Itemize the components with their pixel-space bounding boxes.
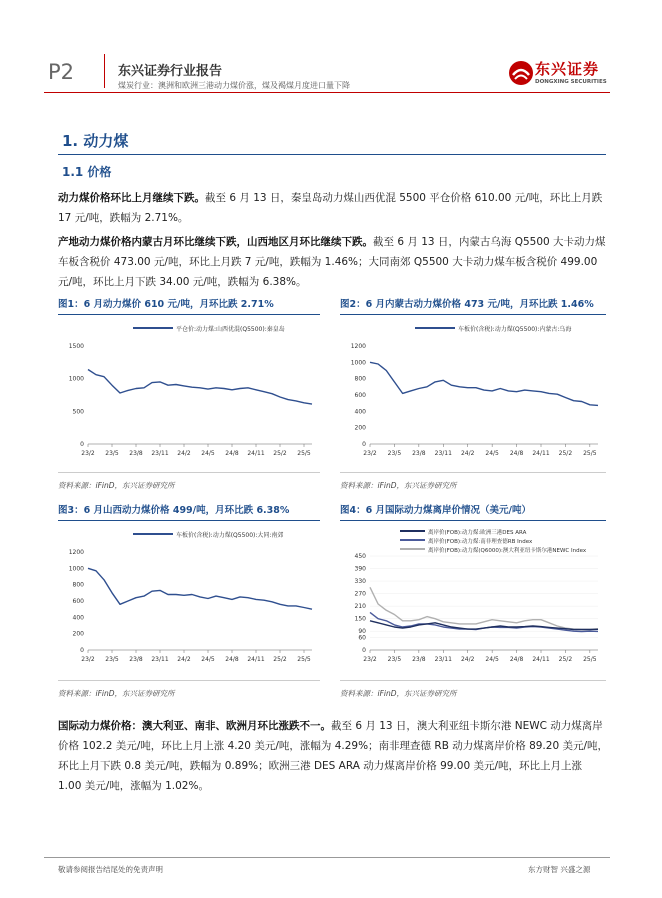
report-subtitle: 煤炭行业：澳洲和欧洲三港动力煤价涨，煤及褐煤月度进口量下降 [118, 81, 350, 90]
x-tick-label: 24/11 [247, 656, 265, 663]
paragraph-3-lead: 国际动力煤价格：澳大利亚、南非、欧洲月环比涨跌不一。 [58, 720, 331, 732]
figure-3-bottom-rule [58, 680, 320, 681]
x-tick-label: 24/2 [460, 656, 475, 663]
paragraph-2-body: 截至 6 月 13 日，内蒙古乌海 Q5500 大卡动力煤车板含税价 473.00 元/吨，环比上月跌 7 元/吨，跌幅为 1.46%；大同南郊 Q5500 大卡动力煤车板含税价 499.00 元/吨，环比上月下跌 34.00 元/吨，跌幅为 6.38%。 [58, 236, 606, 288]
x-tick-label: 25/5 [297, 656, 311, 663]
y-tick-label: 450 [354, 553, 366, 560]
figure-2-chart [340, 316, 606, 466]
paragraph-1-lead: 动力煤价格环比上月继续下跌。 [58, 192, 205, 204]
x-tick-label: 23/11 [434, 656, 452, 663]
y-tick-label: 90 [358, 628, 366, 636]
figure-4-rule [340, 520, 606, 521]
subsection-heading: 1.1 价格 [62, 165, 112, 179]
x-tick-label: 24/2 [177, 656, 191, 663]
x-tick-label: 24/5 [485, 450, 499, 457]
y-tick-label: 1200 [68, 549, 84, 556]
y-tick-label: 1000 [68, 565, 84, 573]
x-tick-label: 23/8 [412, 656, 426, 663]
x-tick-label: 23/11 [434, 450, 452, 457]
x-tick-label: 23/8 [129, 656, 143, 663]
x-tick-label: 23/5 [105, 450, 119, 457]
figure-3-title: 图3：6 月山西动力煤价格 499/吨，月环比跌 6.38% [58, 505, 290, 516]
figure-4-chart [340, 522, 606, 672]
y-tick-label: 400 [72, 614, 84, 622]
x-tick-label: 23/2 [363, 450, 377, 457]
figure-1-source: 资料来源：iFinD，东兴证券研究所 [58, 481, 175, 490]
legend-label: 平仓价:动力煤:山西优混(Q5500):秦皇岛 [176, 326, 285, 333]
y-tick-label: 390 [354, 565, 366, 573]
legend-label: 离岸价(FOB):动力煤:欧洲三港DES ARA [428, 530, 527, 536]
y-tick-label: 0 [362, 441, 366, 448]
x-tick-label: 23/5 [105, 656, 119, 663]
x-tick-label: 24/8 [509, 450, 524, 457]
logo-icon [508, 60, 534, 90]
figure-2-title: 图2：6 月内蒙古动力煤价格 473 元/吨，月环比跌 1.46% [340, 299, 594, 310]
legend-label: 车板价(含税):动力煤(Q5500):内蒙古:乌海 [458, 326, 572, 333]
x-tick-label: 24/2 [177, 450, 191, 457]
figure-3-source: 资料来源：iFinD，东兴证券研究所 [58, 689, 175, 698]
legend-label: 车板价(含税):动力煤(Q5500):大同:南郊 [176, 532, 284, 539]
figure-3-rule [58, 520, 320, 521]
y-tick-label: 0 [362, 647, 366, 654]
x-tick-label: 24/5 [201, 450, 215, 457]
x-tick-label: 24/8 [225, 450, 239, 457]
x-tick-label: 23/8 [412, 450, 426, 457]
series-line [88, 370, 312, 405]
series-line [88, 568, 312, 609]
x-tick-label: 23/8 [129, 450, 143, 457]
y-tick-label: 1000 [350, 359, 366, 367]
y-tick-label: 600 [72, 598, 84, 605]
x-tick-label: 24/5 [485, 656, 499, 663]
x-tick-label: 23/2 [81, 656, 95, 663]
footer-disclaimer: 敬请参阅报告结尾处的免责声明 [58, 865, 163, 874]
x-tick-label: 25/2 [273, 450, 287, 457]
x-tick-label: 23/11 [151, 656, 169, 663]
y-tick-label: 1000 [68, 375, 84, 383]
page-number: P2 [48, 60, 75, 84]
y-tick-label: 800 [354, 375, 366, 383]
y-tick-label: 0 [80, 441, 84, 448]
figure-1-rule [58, 314, 320, 315]
logo-text: 东兴证券 [535, 60, 600, 78]
figure-3-chart [58, 522, 320, 672]
x-tick-label: 23/5 [387, 450, 402, 457]
x-tick-label: 24/2 [460, 450, 475, 457]
y-tick-label: 400 [354, 408, 366, 416]
y-tick-label: 210 [354, 603, 366, 611]
y-tick-label: 150 [354, 615, 366, 623]
x-tick-label: 25/2 [273, 656, 287, 663]
section-heading: 1. 动力煤 [62, 132, 129, 150]
y-tick-label: 60 [358, 634, 366, 642]
x-tick-label: 25/2 [558, 450, 573, 457]
y-tick-label: 270 [354, 590, 366, 598]
paragraph-1 [58, 188, 608, 228]
figure-4-source: 资料来源：iFinD，东兴证券研究所 [340, 689, 457, 698]
y-tick-label: 800 [72, 581, 84, 589]
figure-1-chart [58, 316, 320, 466]
report-title: 东兴证券行业报告 [118, 64, 223, 79]
x-tick-label: 24/5 [201, 656, 215, 663]
paragraph-2 [58, 232, 608, 292]
figure-1-bottom-rule [58, 472, 320, 473]
series-line [370, 362, 598, 405]
x-tick-label: 24/11 [247, 450, 265, 457]
legend-label: 离岸价(FOB):动力煤(Q6000):澳大利亚纽卡斯尔港NEWC Index [428, 548, 587, 554]
figure-4-title: 图4：6 月国际动力煤离岸价情况（美元/吨） [340, 505, 531, 516]
x-tick-label: 25/5 [297, 450, 311, 457]
x-tick-label: 24/8 [509, 656, 524, 663]
figure-4-bottom-rule [340, 680, 606, 681]
header-rule [44, 92, 610, 93]
y-tick-label: 330 [354, 578, 366, 586]
y-tick-label: 0 [80, 647, 84, 654]
y-tick-label: 500 [72, 408, 84, 416]
x-tick-label: 24/11 [532, 656, 550, 663]
paragraph-2-lead: 产地动力煤价格内蒙古月环比继续下跌，山西地区月环比继续下跌。 [58, 236, 373, 248]
x-tick-label: 24/8 [225, 656, 239, 663]
x-tick-label: 23/11 [151, 450, 169, 457]
paragraph-3 [58, 716, 608, 796]
figure-2-bottom-rule [340, 472, 606, 473]
legend-label: 离岸价(FOB):动力煤:南非理查德RB Index [428, 539, 533, 545]
footer-slogan: 东方财智 兴盛之源 [528, 865, 591, 874]
y-tick-label: 200 [72, 630, 84, 638]
y-tick-label: 1200 [350, 343, 366, 350]
figure-2-rule [340, 314, 606, 315]
x-tick-label: 23/2 [81, 450, 95, 457]
y-tick-label: 1500 [68, 343, 84, 350]
paragraph-1-body: 截至 6 月 13 日，秦皇岛动力煤山西优混 5500 平仓价格 610.00 元/吨，环比上月跌 17 元/吨，跌幅为 2.71%。 [58, 192, 603, 224]
footer-rule [44, 857, 610, 858]
y-tick-label: 200 [354, 424, 366, 432]
x-tick-label: 23/5 [387, 656, 402, 663]
section-rule [58, 154, 606, 155]
x-tick-label: 24/11 [532, 450, 550, 457]
figure-1-title: 图1：6 月动力煤价 610 元/吨，月环比跌 2.71% [58, 299, 274, 310]
paragraph-3-body: 截至 6 月 13 日，澳大利亚纽卡斯尔港 NEWC 动力煤离岸价格 102.2 美元/吨，环比上月上涨 4.20 美元/吨，涨幅为 4.29%；南非理查德 RB 动力煤离岸价格 89.20 美元/吨，环比上月下跌 0.8 美元/吨，跌幅为 0.89%；欧洲三港 DES ARA 动力煤离岸价格 99.00 美元/吨，环比上月上涨 1.00 美元/吨，涨幅为 1.02%。 [58, 720, 609, 792]
y-tick-label: 600 [354, 392, 366, 399]
header-divider [104, 54, 105, 88]
x-tick-label: 23/2 [363, 656, 377, 663]
x-tick-label: 25/2 [558, 656, 573, 663]
x-tick-label: 25/5 [583, 450, 597, 457]
x-tick-label: 25/5 [583, 656, 597, 663]
figure-2-source: 资料来源：iFinD，东兴证券研究所 [340, 481, 457, 490]
logo-subtext: DONGXING SECURITIES [535, 79, 607, 85]
